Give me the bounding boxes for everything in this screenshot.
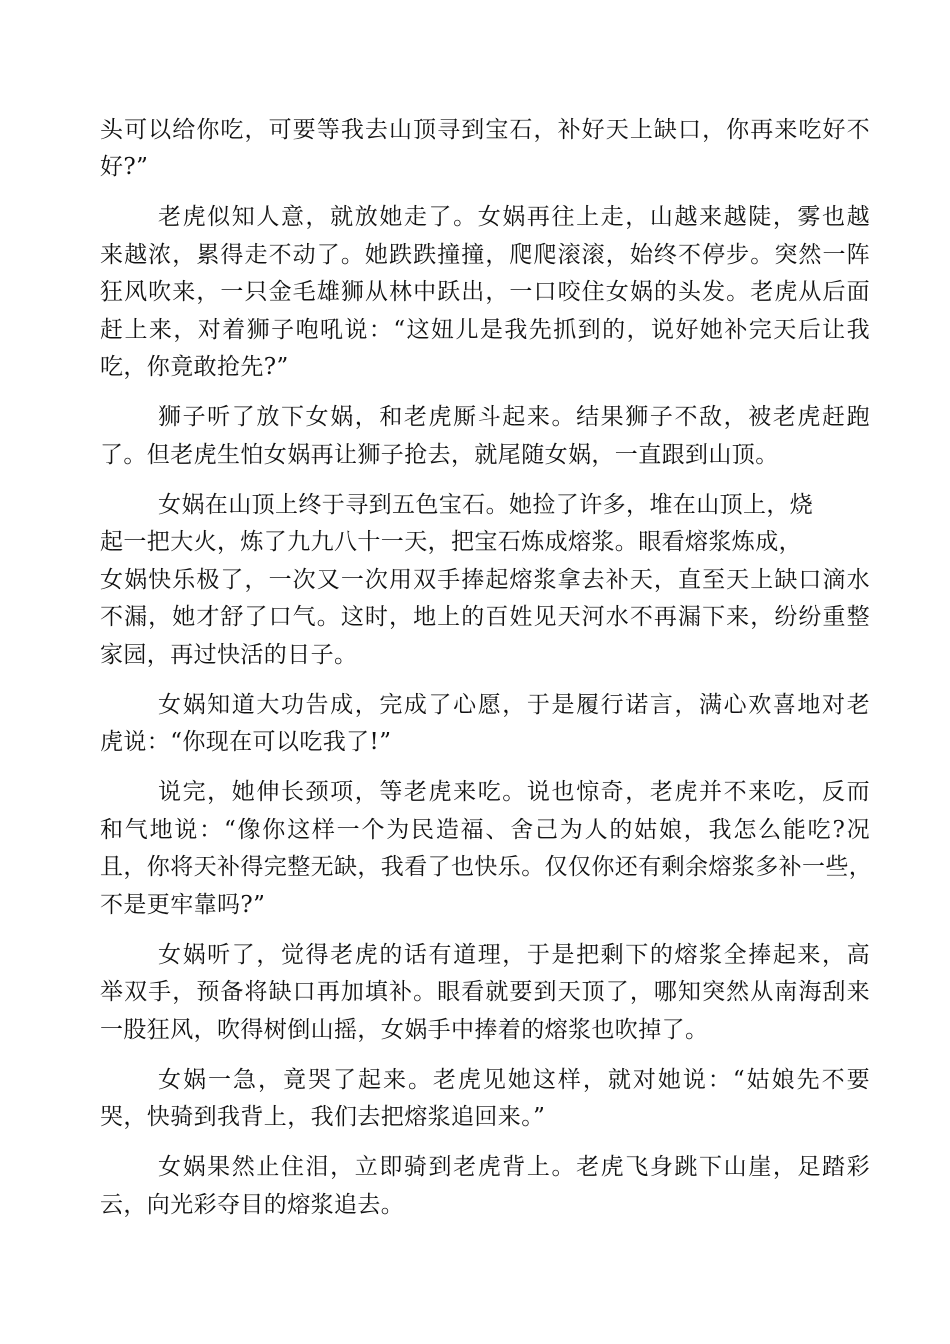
- paragraph-6-line-4: 不是更牢靠吗?”: [100, 892, 266, 918]
- paragraph-4-line-1: 女娲在山顶上终于寻到五色宝石。她捡了许多，堆在山顶上，烧: [158, 492, 814, 518]
- paragraph-2-line-1: 老虎似知人意，就放她走了。女娲再往上走，山越来越陡，雾也越: [158, 204, 870, 230]
- paragraph-4-line-3: 女娲快乐极了，一次又一次用双手捧起熔浆拿去补天，直至天上缺口滴水: [100, 567, 870, 593]
- paragraph-7-line-1: 女娲听了，觉得老虎的话有道理，于是把剩下的熔浆全捧起来，高: [158, 942, 870, 968]
- text-line-2: 好?”: [100, 154, 149, 180]
- paragraph-5-line-1: 女娲知道大功告成，完成了心愿，于是履行诺言，满心欢喜地对老: [158, 692, 870, 718]
- paragraph-7-line-3: 一股狂风，吹得树倒山摇，女娲手中捧着的熔浆也吹掉了。: [100, 1017, 709, 1043]
- paragraph-4-line-4: 不漏，她才舒了口气。这时，地上的百姓见天河水不再漏下来，纷纷重整: [100, 604, 870, 630]
- paragraph-9-line-1: 女娲果然止住泪，立即骑到老虎背上。老虎飞身跳下山崖，足踏彩: [158, 1154, 870, 1180]
- paragraph-3-line-1: 狮子听了放下女娲，和老虎厮斗起来。结果狮子不敌，被老虎赶跑: [158, 404, 870, 430]
- paragraph-2-line-5: 吃，你竟敢抢先?”: [100, 354, 289, 380]
- paragraph-6-line-2: 和气地说：“像你这样一个为民造福、舍己为人的姑娘，我怎么能吃?况: [100, 817, 870, 843]
- paragraph-8-line-2: 哭，快骑到我背上，我们去把熔浆追回来。”: [100, 1104, 546, 1130]
- paragraph-9-line-2: 云，向光彩夺目的熔浆追去。: [100, 1192, 405, 1218]
- paragraph-4-line-2: 起一把大火，炼了九九八十一天，把宝石炼成熔浆。眼看熔浆炼成，: [100, 529, 802, 555]
- paragraph-4-line-5: 家园，再过快活的日子。: [100, 642, 358, 668]
- paragraph-2-line-2: 来越浓，累得走不动了。她跌跌撞撞，爬爬滚滚，始终不停步。突然一阵: [100, 242, 870, 268]
- paragraph-2-line-3: 狂风吹来，一只金毛雄狮从林中跃出，一口咬住女娲的头发。老虎从后面: [100, 279, 870, 305]
- paragraph-7-line-2: 举双手，预备将缺口再加填补。眼看就要到天顶了，哪知突然从南海刮来: [100, 979, 870, 1005]
- paragraph-6-line-1: 说完，她伸长颈项，等老虎来吃。说也惊奇，老虎并不来吃，反而: [158, 779, 870, 805]
- text-line-1: 头可以给你吃，可要等我去山顶寻到宝石，补好天上缺口，你再来吃好不: [100, 117, 870, 143]
- paragraph-6-line-3: 且，你将天补得完整无缺，我看了也快乐。仅仅你还有剩余熔浆多补一些，: [100, 854, 873, 880]
- paragraph-8-line-1: 女娲一急，竟哭了起来。老虎见她这样，就对她说：“姑娘先不要: [158, 1067, 870, 1093]
- paragraph-2-line-4: 赶上来，对着狮子咆吼说：“这妞儿是我先抓到的，说好她补完天后让我: [100, 317, 870, 343]
- paragraph-5-line-2: 虎说：“你现在可以吃我了!”: [100, 729, 392, 755]
- paragraph-3-line-2: 了。但老虎生怕女娲再让狮子抢去，就尾随女娲，一直跟到山顶。: [100, 442, 779, 468]
